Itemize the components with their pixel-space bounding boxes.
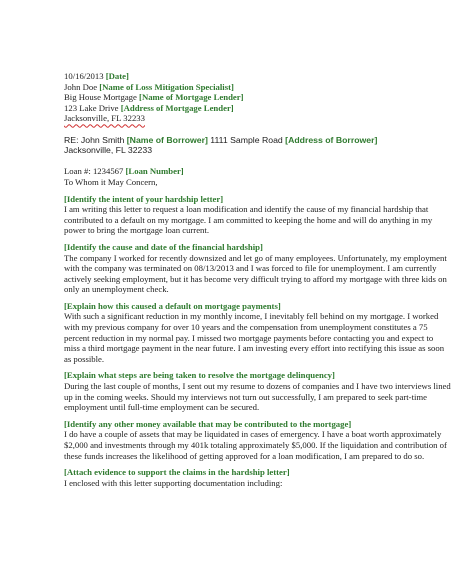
loan-number: Loan #: 1234567 [64, 166, 124, 177]
section-default [64, 300, 445, 365]
section-steps [64, 370, 451, 413]
section-body [64, 381, 451, 413]
date-placeholder: [Date] [105, 71, 129, 81]
section-intent [64, 194, 434, 236]
loan-number-placeholder: [Loan Number] [125, 166, 184, 177]
section-heading: [Identify the cause and date of the financial hardship] [64, 241, 263, 252]
salutation: To Whom it May Concern, [64, 176, 158, 187]
re-borrower: RE: John Smith [64, 134, 125, 145]
body-line: employment until full-time employment can be secured. [64, 402, 260, 413]
lender-city-line [64, 113, 434, 124]
body-line: The company I worked for recently downsized and let go of many employees. Unfortunately, my employment [64, 252, 447, 263]
section-body [64, 252, 447, 295]
spacer [64, 124, 434, 135]
section-money [64, 418, 447, 461]
spacer [64, 156, 434, 167]
body-line: I am writing this letter to request a loan modification and identify the cause of my financial hardship that [64, 204, 429, 215]
section-heading: [Explain how this caused a default on mortgage payments] [64, 300, 281, 311]
section-body [64, 478, 434, 489]
section-heading: [Identify any other money available that may be contributed to the mortgage] [64, 418, 352, 429]
borrower-name-placeholder: [Name of Borrower] [126, 134, 208, 145]
borrower-address: 1111 Sample Road [210, 134, 283, 145]
date-value: 10/16/2013 [64, 71, 104, 81]
lender-city: Jacksonville, FL 32233 [64, 113, 145, 124]
body-line: miss a third mortgage payment in the near future. I am investing every effort into rectifying this issue as soon [64, 343, 445, 354]
body-line: $2,000 and investments through my 401k totaling approximately $5,000. If the liquidation and contribution of [64, 440, 447, 450]
body-line: During the last couple of months, I sent out my resume to dozens of companies and I have two interviews lined [64, 381, 451, 392]
body-line: contributed to a default on my mortgage. I am committed to keeping the home and will do anything in my [64, 214, 433, 225]
body-line: as possible. [64, 353, 105, 364]
lender-name: Big House Mortgage [64, 92, 137, 103]
body-line: these funds increases the likelihood of getting approved for a loan modification, I am prepared to do so. [64, 450, 425, 461]
section-heading: [Identify the intent of your hardship letter] [64, 193, 224, 204]
loan-line [64, 166, 434, 177]
sender-name-placeholder: [Name of Loss Mitigation Specialist] [99, 81, 234, 92]
re-city-line: Jacksonville, FL 32233 [64, 145, 153, 156]
re-line [64, 135, 434, 146]
body-line: only an unemployment check. [64, 284, 169, 295]
sender-name-line [64, 82, 434, 93]
lender-address-line [64, 103, 434, 114]
sender-name: John Doe [64, 81, 98, 92]
body-line: With such a significant reduction in my monthly income, I inevitably fell behind on my mortgage. I worked [64, 311, 439, 322]
body-line: percent reduction in my normal pay. I missed two mortgage payments before contacting you and expect to [64, 332, 434, 343]
lender-address-placeholder: [Address of Mortgage Lender] [120, 102, 234, 113]
body-line: I enclosed with this letter supporting documentation including: [64, 477, 283, 488]
body-line: with my previous company for over 10 years and the compensation from unemployment constitutes a 75 [64, 322, 428, 333]
lender-address: 123 Lake Drive [64, 102, 119, 113]
body-line: I do have a couple of assets that may be liquidated in cases of emergency. I have a boat worth approximately [64, 429, 442, 440]
body-line: power to bring the mortgage loan current. [64, 225, 209, 236]
borrower-address-placeholder: [Address of Borrower] [285, 134, 378, 145]
section-heading: [Attach evidence to support the claims in the hardship letter] [64, 467, 290, 478]
lender-name-line [64, 92, 434, 103]
section-body [64, 429, 447, 461]
lender-name-placeholder: [Name of Mortgage Lender] [139, 92, 244, 103]
body-line: with the company was terminated on 08/13/2013 and I was forced to file for unemployment. I am currently [64, 263, 437, 274]
section-body [64, 311, 445, 364]
section-heading: [Explain what steps are being taken to resolve the mortgage delinquency] [64, 370, 335, 381]
body-line: actively seeking employment, but it has become very difficult trying to afford my mortgage with three kids on [64, 273, 447, 284]
date-line [64, 71, 434, 82]
section-body [64, 204, 434, 236]
body-line: up in the coming weeks. Should my interviews not turn out successfully, I am prepared to seek part-time [64, 391, 428, 402]
section-evidence [64, 467, 434, 488]
section-cause [64, 241, 447, 295]
